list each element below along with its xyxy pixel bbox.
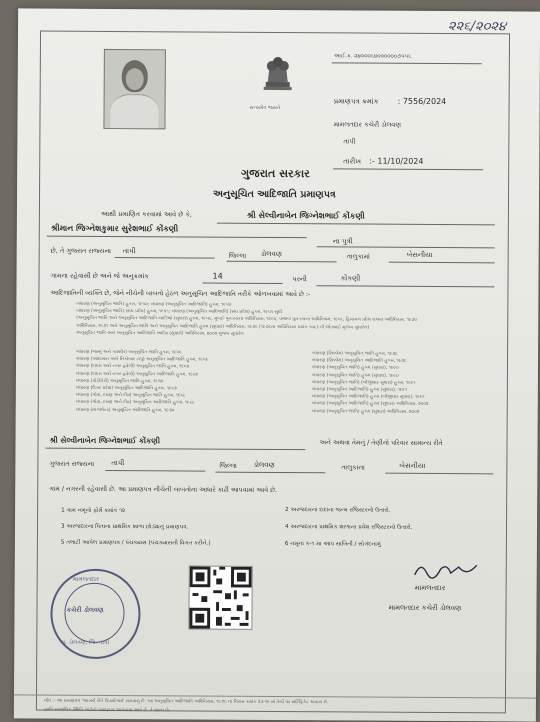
footer-note: નોંધ :- આ પ્રમાણપત્ર 'આખરી રીતે ઉપયોગમાં' રાખવાનું છે. આ અનુસૂચિત આદિજાતિ અધિનિયમ, ૧૯૭૬ ના નિયમ ક્રમાંક ૨૩-અ માં તેની પર સર્ટિફિકેટ અપાય છે.	[43, 698, 329, 706]
orders-list-right: બંધારણ (સિક્કીમ) અનુસૂચિત જાતિ હુકમ, ૧૯૭૮ બંધારણ (સિક્કીમ) અનુસૂચિત આદિજાતિ હુકમ, ૧૯૭૮ બંધારણ (અનુસૂચિત જાતિ) હુકમ (સુધારા), ૧૯૯૦ બંધારણ (અનુસૂચિત જાતિ) હુકમ (સુધારા), ૧૯૯૦ બંધારણ (અનુસૂચિત જાતિ) (બીજીવાર સુધારા) હુકમ, ૧૯૯૧ બંધારણ (અનુસૂચિત આદિજાતિ) હુકમ (સુધારા), ૧૯૯૧ બંધારણ (અનુસૂચિત આદિજાતિ) હુકમ (બીજીવાર સુધારા), ૧૯૯૧ બંધારણ (અનુસૂચિત આદિજાતિ) હુકમ (સુધારા) અધિનિયમ, ૨૦૦૨ બંધારણ (અનુસૂચિત જાતિ) હુકમ (સુધારા) અધિનિયમ, ૨૦૦૨	[311, 351, 429, 415]
officer-signature	[411, 559, 481, 581]
orders-list-left: બંધારણ (જમ્મુ અને કાશ્મીર) અનુસૂચિત જાતિ હુકમ, ૧૯૫૬ બંધારણ (આંદામાન અને નિકોબાર ટાપુ) અનુસૂચિત આદિજાતિ હુકમ, ૧૯૫૯ બંધારણ (દાદરા અને નગર હવેલી) અનુસૂચિત જાતિ હુકમ, ૧૯૬૨ બંધારણ (દાદરા અને નગર હવેલી) અનુસૂચિત આદિજાતિ હુકમ, ૧૯૬૨ બંધારણ (પોંડીચેરી) અનુસૂચિત જાતિ હુકમ, ૧૯૬૪ બંધારણ (ઉત્તર પ્રદેશ) અનુસૂચિત આદિજાતિ હુકમ, ૧૯૬૭ બંધારણ (ગોવા, દમણ અને દીવ) અનુસૂચિત જાતિ હુકમ, ૧૯૬૮ બંધારણ (ગોવા, દમણ અને દીવ) અનુસૂચિત આદિજાતિ હુકમ, ૧૯૬૮ બંધારણ (નાગાલેન્ડ) અનુસૂચિત આદિજાતિ હુકમ, ૧૯૭૦	[75, 349, 209, 413]
emblem-caption: સત્યમેવ જયતે	[249, 104, 281, 112]
signatory-title: મામલતદાર	[414, 583, 446, 593]
taluka-label: તાલુકામાં	[346, 252, 370, 261]
residence-state-prefix: ગુજરાત રાજ્યના	[49, 459, 95, 468]
recognition-text: આદિજાતિની વ્યક્તિ છે, જેને નીચેની બાબતો હેઠળ અનુસૂચિત આદિજાતિ તરીકે ઓળખવામાં આવે છે :-	[50, 289, 311, 299]
row-mid-text: પરની	[292, 275, 307, 284]
document-item: 6 નમૂના ક-૧ મા આપ સાબિતી / સોગંદનામું	[284, 541, 381, 548]
title-certificate: અનુસૂચિત આદિજાતિ પ્રમાણપત્ર	[213, 188, 336, 201]
orders-paragraph: બંધારણ (અનુસૂચિત જાતિ) હુકમ, ૧૯૫૦; બંધારણ (અનુસૂચિત આદિજાતિ) હુકમ, ૧૯૫૦ બંધારણ (અનુસૂચિત જાતિ) (સંઘ પ્રદેશ) હુકમ, ૧૯૫૧; બંધારણ (અનુસૂચિત આદિજાતિ) (સંઘ પ્રદેશ) હુકમ, ૧૯૫૧ સુધી (અનુસૂચિત જાતિ અને અનુસૂચિત આદિજાતિ યાદીઓ (સુધારા) હુકમ, ૧૯૫૬, મુંબઈ પુનઃરચના અધિનિયમ, ૧૯૬૦, પંજાબ પુનઃરચના અધિનિયમ, ૧૯૬૬, હિમાચલ પ્રદેશ રાજ્ય અધિનિયમ, ૧૯૭૦ અધિનિયમ, ૧૯૭૧ અને અનુસૂચિત જાતિ અને અનુસૂચિત આદિજાતિ હુકમ (સુધારા) અધિનિયમ, ૧૯૭૬ (૧૯૭૬ના અધિનિયમ ક્રમાંક ૧૦૮) ની જોગવાઈ મુજબ સુધારેલ) અનુસૂચિત જાતિ અને અનુસૂચિત આદિજાતિ આદેશ (સુધારો) અધિનિયમ, ૨૦૦૨ મુજબ સુધારેલ	[76, 301, 418, 337]
residence-prefix: ગામના રહેવાસી છે અને જે અનુક્રમાંક	[50, 271, 149, 281]
handwritten-reference: ૨૨૬/૨૦૨૪	[448, 19, 507, 35]
title-government: ગુજરાત સરકાર	[241, 166, 310, 181]
document-item: 5 તલાટી આપેલ પ્રમાણપત્ર / પંચક્યાસ (પંચક્યાસની વિગત કરીને.)	[60, 539, 211, 547]
issuing-office: મામલતદાર કચેરી ડોલવણ	[333, 120, 402, 129]
residence-taluka-value: ડોલવણ	[253, 460, 275, 469]
signatory-office: મામલતદાર કચેરી ડોલવણ	[388, 603, 462, 613]
residence-closing: ગામ / નગરની રહેવાસી છે. આ પ્રમાણપત્ર નીચેની બાબતોના આધારે કાઢી આપવામાં આવે છે.	[49, 485, 278, 495]
document-item: 1 ગામ નમૂનો ફોર્મ ક્રમાંક ૧૨	[61, 507, 126, 515]
national-emblem-icon	[258, 52, 298, 104]
cert-number: : 7556/2024	[397, 96, 447, 107]
tribe-name: કોંકણી	[340, 274, 361, 283]
date-label: તારીખ	[343, 157, 362, 166]
cert-no-label: પ્રમાણપત્ર ક્રમાંક	[333, 97, 379, 106]
qr-code-icon	[188, 565, 252, 629]
applicant-name: શ્રી સેલ્વીનાબેન જિગ્નેશભાઈ કોંકણી	[246, 210, 365, 221]
certificate-sheet	[14, 8, 540, 721]
father-name: શ્રીમાન જિગ્નેશકુમાર સુરેશભાઈ કોંકણી	[50, 223, 179, 234]
serial-label: આઈ.ક્ર. ૨૪૦૦૦૬૪૦૦૦૦૦૦૭૫૫૬	[333, 53, 412, 60]
issue-date: :- 11/10/2024	[369, 156, 424, 166]
issuing-taluka: તાપી	[343, 137, 356, 146]
document-item: 3 અરજદારના પિતાના પ્રાથમિક શાળા છોડ્યાનું પ્રમાણપત્ર.	[60, 523, 189, 531]
residence-district-value: તાપી	[111, 458, 125, 468]
document-item: 2 અરજદારના દાદાના જન્મ રજિસ્ટરનો ઉતારો.	[285, 507, 391, 514]
document-item: 4 અરજદારના પ્રાથમિક શાળાના પ્રવેશ રજિસ્ટરનો ઉતારો.	[284, 524, 413, 531]
intro-text: આથી પ્રમાણિત કરવામાં આવે છે કે,	[100, 209, 193, 219]
district-label: જિલ્લા	[228, 251, 247, 260]
village-value: બેસનીયા	[406, 250, 433, 259]
residence-taluka-label: તાલુકાના	[341, 463, 365, 472]
residence-suffix: અને અથવા તેમનું / તેણીનો પરિવાર સામાન્ય રીતે	[319, 439, 443, 448]
district-value: તાપી	[122, 247, 136, 256]
serial-in-list: 14	[212, 271, 223, 281]
state-prefix: છે, તે ગુજરાત રાજ્યના	[50, 246, 112, 255]
residence-district-label: જિલ્લા	[219, 461, 237, 470]
footer-note-2: જ્ઞાતિ સામાજિક સ્થિતિ અંગેનો પ્રમાણપત્ર આપવામાં આવે છે. તે માન્ય છે.	[43, 707, 171, 714]
residence-name: શ્રી સેલ્વીનાબેન જિગ્નેશભાઈ કોંકણી	[49, 435, 161, 446]
applicant-photo	[103, 49, 165, 129]
taluka-value: ડોલવણ	[260, 249, 283, 259]
office-seal: મામલતદાર કચેરી ડોલવણ તા. ડોલવણ, જિ. તાપી	[50, 569, 141, 660]
relation-text: ના પુત્રી	[332, 237, 353, 246]
residence-village-value: બેસનીયા	[399, 461, 426, 470]
